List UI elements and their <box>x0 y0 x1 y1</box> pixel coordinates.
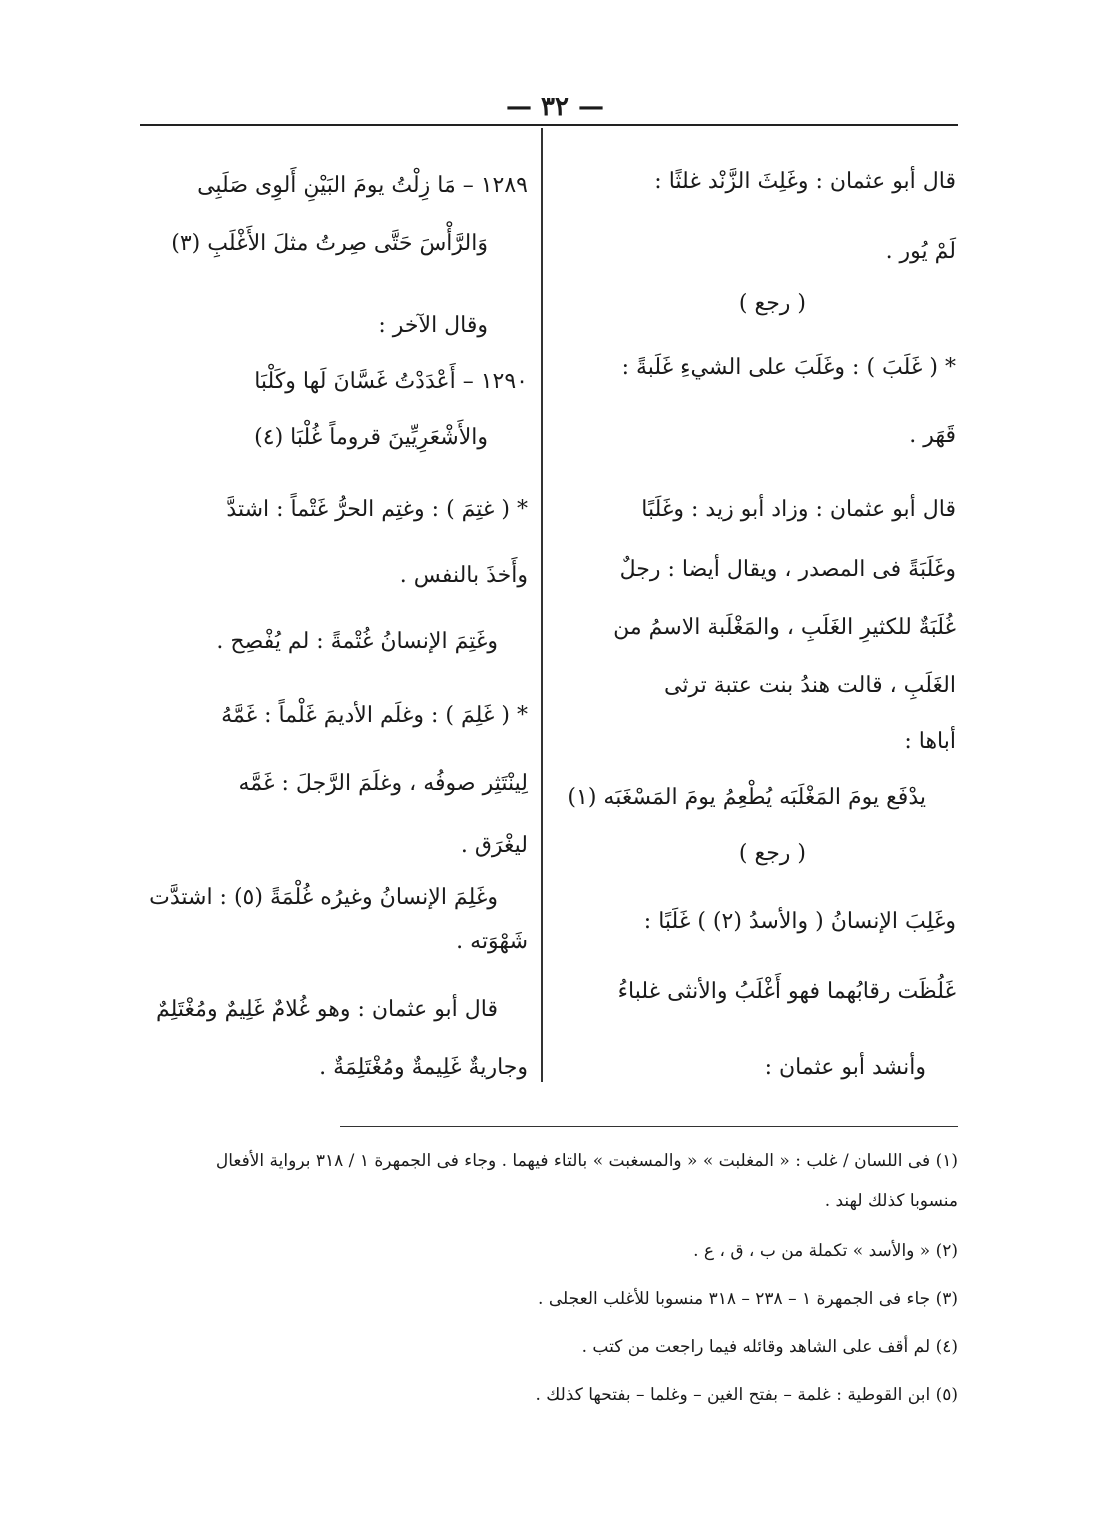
text-line: وأَخذَ بالنفس . <box>399 563 528 588</box>
text-line: وقال الآخر : <box>378 313 488 338</box>
text-line: وغَلَبَةً فى المصدر ، ويقال أيضا : رجلٌ <box>619 557 956 582</box>
footnote-5: (٥) ابن القوطية : غلمة – بفتح الغين – وغلما – بفتحها كذلك . <box>535 1385 958 1405</box>
text-line: لَمْ يُور . <box>885 239 956 264</box>
text-line: أباها : <box>904 729 956 754</box>
text-line: لِينْتَثِر صوفُه ، وغلَمَ الرَّجلَ : غَمَّه <box>238 771 528 796</box>
entry-heading: * ( غَلَبَ ) : وغَلَبَ على الشيءِ غَلَبةً : <box>621 355 956 380</box>
footnote-1: (١) فى اللسان / غلب : « المغلبت » « والمسغبت » بالتاء فيهما . وجاء فى الجمهرة ١ / ٣١٨ برواية الأفعال <box>215 1151 958 1171</box>
text-line: قال أبو عثمان : وغَلِثَ الزَّنْد غلثًا : <box>654 169 956 194</box>
text-line: غُلَبَةٌ للكثيرِ الغَلَبِ ، والمَغْلَبة الاسمُ من <box>613 615 956 640</box>
text-line: وجاريةٌ غَلِيمةٌ ومُغْتَلِمَةٌ . <box>319 1055 528 1080</box>
footnote-4: (٤) لم أقف على الشاهد وقائله فيما راجعت من كتب . <box>581 1337 958 1357</box>
verse-line: ١٢٩٠ – أَعْدَدْتُ غَسَّانَ لَها وكَلْبَا <box>254 369 528 394</box>
page-number: — ٣٢ — <box>505 92 605 122</box>
text-line: وغَلِبَ الإنسانُ ( والأسدُ (٢) ) غَلَبًا : <box>643 909 956 934</box>
header-rule <box>140 124 958 126</box>
text-line: الغَلَبِ ، قالت هندُ بنت عتبة ترثى <box>664 673 956 698</box>
verse-line: ١٢٨٩ – مَا زِلْتُ يومَ البَيْنِ أَلوِى صَلَبِى <box>197 173 528 198</box>
footnote-1-cont: منسوبا كذلك لهند . <box>824 1191 958 1211</box>
footnote-2: (٢) « والأسد » تكملة من ب ، ق ، ع . <box>693 1241 958 1261</box>
text-line: شَهْوَته . <box>456 929 528 954</box>
text-line: ليغْرَق . <box>460 833 528 858</box>
text-line: قال أبو عثمان : وهو غُلامٌ غَلِيمٌ ومُغْتَلِمٌ <box>155 997 498 1022</box>
text-line: قَهَر . <box>909 423 956 448</box>
verse-line: والأَشْعَرِيِّينَ قروماً غُلْبَا (٤) <box>254 425 488 450</box>
verse-line: وَالرَّأْسَ حَتَّى صِرتُ مثلَ الأَغْلَبِ (٣) <box>171 231 488 256</box>
column-divider <box>541 128 543 1082</box>
text-line: وغَتِمَ الإنسانُ غُتْمةً : لم يُفْصِح . <box>216 629 498 654</box>
text-line: وأنشد أبو عثمان : <box>764 1055 926 1080</box>
text-line: وغَلِمَ الإنسانُ وغيرُه غُلْمَةً (٥) : اشتدَّت <box>149 885 498 910</box>
section-marker: ( رجع ) <box>738 291 806 316</box>
entry-heading: * ( غتِمَ ) : وغتِم الحرُّ غَتْماً : اشتدَّ <box>226 497 528 522</box>
entry-heading: * ( غَلِمَ ) : وغلَم الأديمَ غَلْماً : غَمَّهُ <box>221 703 528 728</box>
verse-line: يدْفَع يومَ المَغْلَبَه يُطْعِمُ يومَ المَسْغَبَه (١) <box>567 785 926 810</box>
text-line: قال أبو عثمان : وزاد أبو زيد : وغَلَبًا <box>641 497 956 522</box>
footnote-3: (٣) جاء فى الجمهرة ١ – ٢٣٨ – ٣١٨ منسوبا للأغلب العجلى . <box>538 1289 958 1309</box>
footnote-rule <box>340 1126 958 1127</box>
text-line: غَلُظَت رقابُهما فهو أَغْلَبُ والأنثى غلباءُ <box>617 979 956 1004</box>
section-marker: ( رجع ) <box>738 841 806 866</box>
